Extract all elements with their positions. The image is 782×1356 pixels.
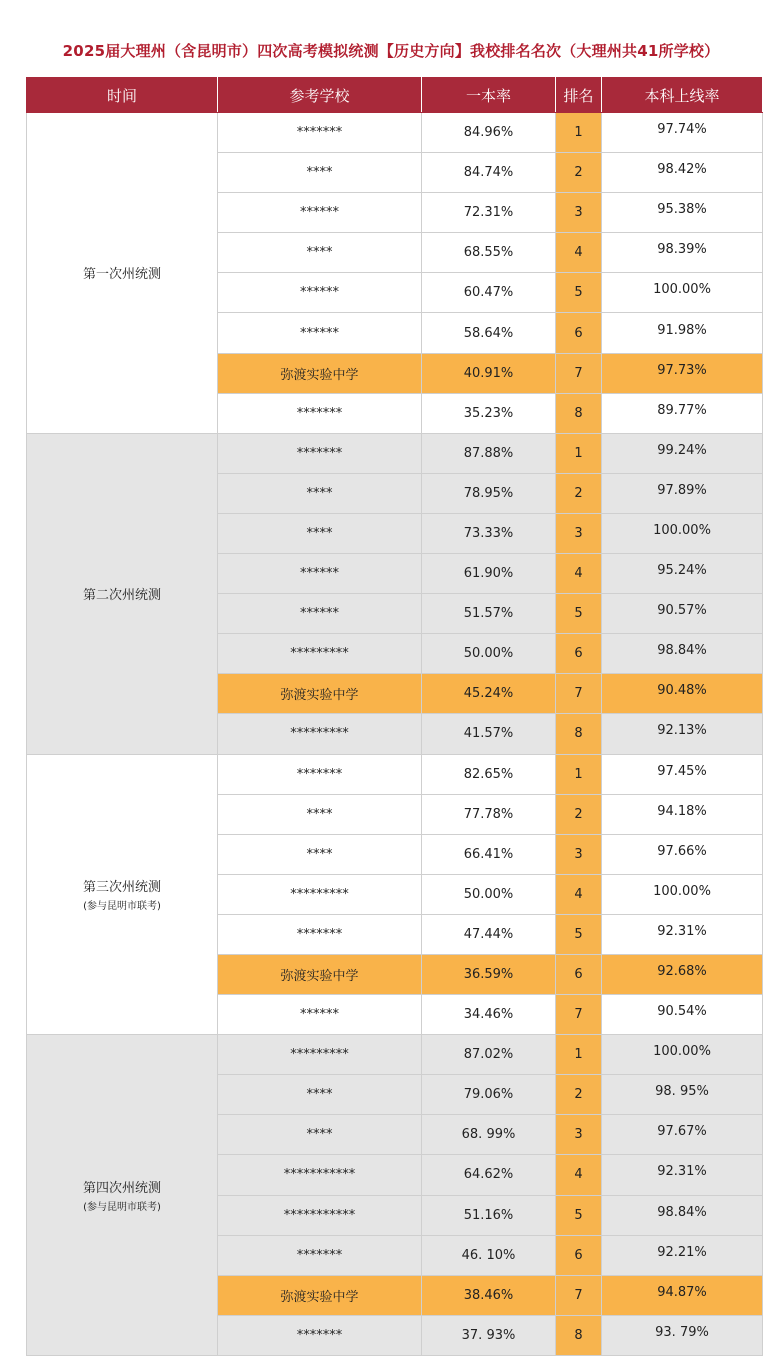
- exam-group-3: [27, 754, 763, 1035]
- first-tier-rate-cell: 51.16%: [422, 1195, 556, 1235]
- first-tier-rate-cell: 79.06%: [422, 1075, 556, 1115]
- school-cell: ******: [218, 313, 422, 353]
- school-cell: ******: [218, 995, 422, 1035]
- school-cell: ****: [218, 473, 422, 513]
- rank-cell: 3: [556, 834, 602, 874]
- undergrad-rate-cell: 90.48%: [602, 674, 763, 714]
- undergrad-rate-cell: 98.84%: [602, 1195, 763, 1235]
- school-cell: ***********: [218, 1195, 422, 1235]
- rank-cell: 6: [556, 954, 602, 994]
- undergrad-rate-cell: 100.00%: [602, 513, 763, 553]
- undergrad-rate-cell: 97.73%: [602, 353, 763, 393]
- exam-period-cell: [27, 1035, 218, 1356]
- undergrad-rate-cell: 100.00%: [602, 1035, 763, 1075]
- first-tier-rate-cell: 36.59%: [422, 954, 556, 994]
- undergrad-rate-cell: 97.67%: [602, 1115, 763, 1155]
- exam-period-label: 第三次州统测: [82, 880, 161, 896]
- undergrad-rate-cell: 92.68%: [602, 954, 763, 994]
- undergrad-rate-cell: 90.54%: [602, 995, 763, 1035]
- rank-cell: 3: [556, 1115, 602, 1155]
- first-tier-rate-cell: 34.46%: [422, 995, 556, 1035]
- exam-group-4: [27, 1035, 763, 1356]
- school-cell: *********: [218, 634, 422, 674]
- first-tier-rate-cell: 68.55%: [422, 233, 556, 273]
- school-cell: ****: [218, 1075, 422, 1115]
- school-cell: 弥渡实验中学: [218, 1275, 422, 1315]
- school-cell: *******: [218, 433, 422, 473]
- school-cell: ****: [218, 513, 422, 553]
- exam-period-cell: [27, 113, 218, 434]
- first-tier-rate-cell: 78.95%: [422, 473, 556, 513]
- undergrad-rate-cell: 94.18%: [602, 794, 763, 834]
- first-tier-rate-cell: 84.96%: [422, 113, 556, 153]
- undergrad-rate-cell: 91.98%: [602, 313, 763, 353]
- rank-cell: 6: [556, 1235, 602, 1275]
- rank-cell: 8: [556, 714, 602, 754]
- undergrad-rate-cell: 92.21%: [602, 1235, 763, 1275]
- school-cell: ******: [218, 554, 422, 594]
- exam-period-label: 第一次州统测: [82, 267, 161, 283]
- table-row: [27, 113, 763, 153]
- rank-cell: 8: [556, 393, 602, 433]
- first-tier-rate-cell: 82.65%: [422, 754, 556, 794]
- rank-cell: 3: [556, 193, 602, 233]
- rank-cell: 7: [556, 353, 602, 393]
- header-first-tier-rate: 一本率: [422, 78, 556, 113]
- rank-cell: 4: [556, 554, 602, 594]
- ranking-table: [26, 77, 763, 1356]
- first-tier-rate-cell: 68. 99%: [422, 1115, 556, 1155]
- school-cell: ****: [218, 794, 422, 834]
- first-tier-rate-cell: 45.24%: [422, 674, 556, 714]
- first-tier-rate-cell: 50.00%: [422, 874, 556, 914]
- school-cell: 弥渡实验中学: [218, 674, 422, 714]
- undergrad-rate-cell: 97.45%: [602, 754, 763, 794]
- undergrad-rate-cell: 95.38%: [602, 193, 763, 233]
- rank-cell: 7: [556, 995, 602, 1035]
- exam-group-1: [27, 113, 763, 434]
- first-tier-rate-cell: 47.44%: [422, 914, 556, 954]
- rank-cell: 2: [556, 473, 602, 513]
- rank-cell: 4: [556, 874, 602, 914]
- first-tier-rate-cell: 77.78%: [422, 794, 556, 834]
- table-row: [27, 1035, 763, 1075]
- undergrad-rate-cell: 94.87%: [602, 1275, 763, 1315]
- rank-cell: 1: [556, 433, 602, 473]
- header-school: 参考学校: [218, 78, 422, 113]
- exam-period-note: (参与昆明市联考): [83, 1202, 161, 1214]
- first-tier-rate-cell: 41.57%: [422, 714, 556, 754]
- first-tier-rate-cell: 38.46%: [422, 1275, 556, 1315]
- header-undergrad-rate: 本科上线率: [602, 78, 763, 113]
- undergrad-rate-cell: 100.00%: [602, 874, 763, 914]
- undergrad-rate-cell: 97.89%: [602, 473, 763, 513]
- first-tier-rate-cell: 66.41%: [422, 834, 556, 874]
- school-cell: *******: [218, 754, 422, 794]
- first-tier-rate-cell: 72.31%: [422, 193, 556, 233]
- rank-cell: 5: [556, 914, 602, 954]
- exam-period-cell: [27, 433, 218, 754]
- first-tier-rate-cell: 37. 93%: [422, 1315, 556, 1355]
- first-tier-rate-cell: 60.47%: [422, 273, 556, 313]
- first-tier-rate-cell: 87.88%: [422, 433, 556, 473]
- first-tier-rate-cell: 50.00%: [422, 634, 556, 674]
- rank-cell: 4: [556, 233, 602, 273]
- rank-cell: 5: [556, 273, 602, 313]
- first-tier-rate-cell: 73.33%: [422, 513, 556, 553]
- school-cell: *******: [218, 914, 422, 954]
- first-tier-rate-cell: 64.62%: [422, 1155, 556, 1195]
- undergrad-rate-cell: 97.66%: [602, 834, 763, 874]
- undergrad-rate-cell: 98. 95%: [602, 1075, 763, 1115]
- rank-cell: 6: [556, 634, 602, 674]
- first-tier-rate-cell: 35.23%: [422, 393, 556, 433]
- school-cell: *********: [218, 714, 422, 754]
- school-cell: ******: [218, 193, 422, 233]
- first-tier-rate-cell: 40.91%: [422, 353, 556, 393]
- undergrad-rate-cell: 89.77%: [602, 393, 763, 433]
- school-cell: *********: [218, 1035, 422, 1075]
- first-tier-rate-cell: 51.57%: [422, 594, 556, 634]
- exam-group-2: [27, 433, 763, 754]
- undergrad-rate-cell: 98.39%: [602, 233, 763, 273]
- undergrad-rate-cell: 90.57%: [602, 594, 763, 634]
- school-cell: 弥渡实验中学: [218, 353, 422, 393]
- first-tier-rate-cell: 58.64%: [422, 313, 556, 353]
- school-cell: ****: [218, 1115, 422, 1155]
- school-cell: ***********: [218, 1155, 422, 1195]
- first-tier-rate-cell: 61.90%: [422, 554, 556, 594]
- rank-cell: 3: [556, 513, 602, 553]
- undergrad-rate-cell: 92.13%: [602, 714, 763, 754]
- rank-cell: 2: [556, 1075, 602, 1115]
- exam-period-note: (参与昆明市联考): [83, 901, 161, 913]
- rank-cell: 7: [556, 1275, 602, 1315]
- rank-cell: 5: [556, 1195, 602, 1235]
- undergrad-rate-cell: 93. 79%: [602, 1315, 763, 1355]
- rank-cell: 1: [556, 113, 602, 153]
- header-time: 时间: [27, 78, 218, 113]
- first-tier-rate-cell: 46. 10%: [422, 1235, 556, 1275]
- undergrad-rate-cell: 98.42%: [602, 153, 763, 193]
- rank-cell: 1: [556, 754, 602, 794]
- school-cell: ******: [218, 273, 422, 313]
- undergrad-rate-cell: 97.74%: [602, 113, 763, 153]
- rank-cell: 5: [556, 594, 602, 634]
- school-cell: *******: [218, 113, 422, 153]
- rank-cell: 6: [556, 313, 602, 353]
- school-cell: 弥渡实验中学: [218, 954, 422, 994]
- first-tier-rate-cell: 87.02%: [422, 1035, 556, 1075]
- school-cell: *******: [218, 393, 422, 433]
- first-tier-rate-cell: 84.74%: [422, 153, 556, 193]
- page-title: 2025届大理州（含昆明市）四次高考模拟统测【历史方向】我校排名名次（大理州共41所学校）: [62, 42, 720, 60]
- school-cell: ****: [218, 834, 422, 874]
- table-row: [27, 754, 763, 794]
- undergrad-rate-cell: 92.31%: [602, 1155, 763, 1195]
- table-header-row: [27, 78, 763, 113]
- rank-cell: 4: [556, 1155, 602, 1195]
- table-row: [27, 433, 763, 473]
- rank-cell: 1: [556, 1035, 602, 1075]
- exam-period-cell: [27, 754, 218, 1035]
- school-cell: *******: [218, 1315, 422, 1355]
- rank-cell: 8: [556, 1315, 602, 1355]
- school-cell: *******: [218, 1235, 422, 1275]
- school-cell: ****: [218, 153, 422, 193]
- undergrad-rate-cell: 100.00%: [602, 273, 763, 313]
- exam-period-label: 第二次州统测: [82, 588, 161, 604]
- rank-cell: 2: [556, 794, 602, 834]
- undergrad-rate-cell: 99.24%: [602, 433, 763, 473]
- undergrad-rate-cell: 92.31%: [602, 914, 763, 954]
- school-cell: *********: [218, 874, 422, 914]
- school-cell: ******: [218, 594, 422, 634]
- school-cell: ****: [218, 233, 422, 273]
- header-rank: 排名: [556, 78, 602, 113]
- rank-cell: 2: [556, 153, 602, 193]
- undergrad-rate-cell: 98.84%: [602, 634, 763, 674]
- rank-cell: 7: [556, 674, 602, 714]
- undergrad-rate-cell: 95.24%: [602, 554, 763, 594]
- exam-period-label: 第四次州统测: [82, 1181, 161, 1197]
